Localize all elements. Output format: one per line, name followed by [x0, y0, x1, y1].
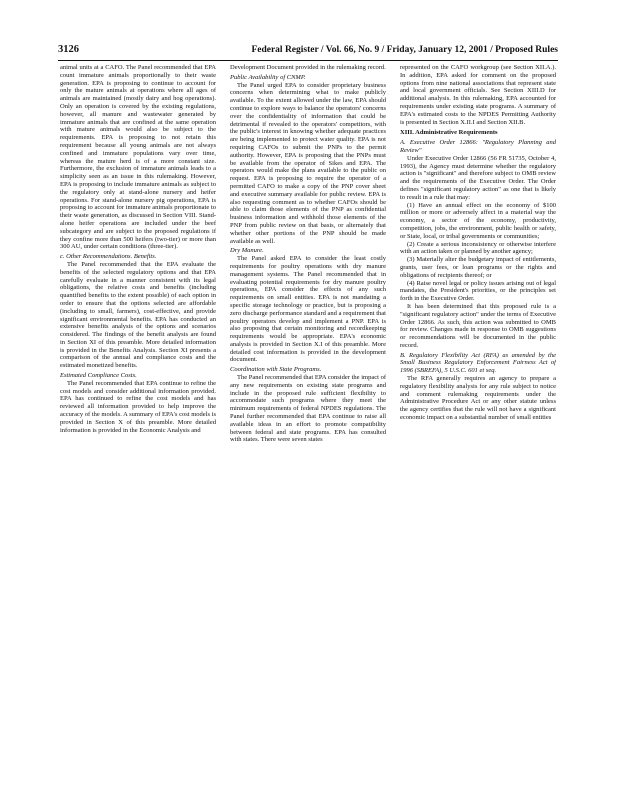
subheading-public-availability: Public Availability of CNMP.: [230, 73, 306, 81]
paragraph: The Panel asked EPA to consider the least costly requirements for poultry operations with dry manure management systems. The Panel recommended that in evaluating potential requirements for dry manure poultry operations, EPA consider the effects of any such requirements on small entities. EPA is not mandating a specific storage technology or practice, but is proposing a zero discharge performance standard and a requirement that poultry operators develop and implement a PNP. EPA is also proposing that certain monitoring and recordkeeping requirements would be appropriate. EPA's economic analysis is provided in Section X.I of this preamble. More detailed cost information is provided in the development document.: [230, 255, 386, 364]
list-item: (4) Raise novel legal or policy issues arising out of legal mandates, the President's priorities, or the principles set forth in the Executive Order.: [400, 279, 556, 303]
paragraph: represented on the CAFO workgroup (see Section XII.A.). In addition, EPA asked for comment on the proposed options from nine national associations that represent state and local government officials. See Section XIII.D for additional analysis. In this rulemaking, EPA accounted for requirements under existing state programs. A summary of EPA's estimated costs to the NPDES Permitting Authority is presented in Section X.II.I and Section XII.B.: [400, 64, 556, 126]
paragraph: animal units at a CAFO. The Panel recommended that EPA count immature animals proportionally to their waste generation. EPA is proposing to continue to account for only the mature animals at operations where all ages of animals are maintained (mostly dairy and hog operations). Only an operation is covered by the existing regulations, however, all manure and wastewater generated by immature animals that are confined at the same operation with mature animals would also be subject to the requirements. EPA is proposing to not retain this requirement because all young animals are not always confined and immature populations vary over time, whereas the mature herd is of a more constant size. Furthermore, the exclusion of immature animals leads to a simplicity seen as an issue in this rulemaking. However, EPA is proposing to include immature animals as subject to the regulatory only at stand-alone nursery and heifer operations. For stand-alone nursery pig operations, EPA is proposing to account for immature animals proportionate to their waste generation, as discussed in Section VIII. Stand-alone heifer operations are included under the beef subcategory and are subject to the proposed regulations if they confine more than 500 heifers (two-tier) or more than 300 AU, under certain conditions (three-tier).: [60, 64, 216, 251]
text-column-2: [230, 64, 386, 784]
page-header: [58, 44, 558, 58]
section-heading: XIII. Administrative Requirements: [400, 129, 498, 137]
header-rule: [58, 60, 558, 61]
text-column-1: [60, 64, 216, 784]
subheading-compliance-costs: Estimated Compliance Costs.: [60, 372, 137, 380]
list-item: (2) Create a serious inconsistency or otherwise interfere with an action taken or planned by another agency;: [400, 240, 556, 256]
subheading-dry-manure: Dry Manure.: [230, 247, 264, 255]
list-item: (1) Have an annual effect on the economy of $100 million or more or adversely affect in a material way the economy, a sector of the economy, productivity, competition, jobs, the environment, public health or safety, or State, local, or tribal governments or communities;: [400, 201, 556, 240]
text-column-3: [400, 64, 556, 784]
subheading-eo-12866: A. Executive Order 12866: "Regulatory Planning and Review": [400, 139, 556, 154]
paragraph: The Panel recommended that EPA consider the impact of any new requirements on existing state programs and include in the proposed rule sufficient flexibility to accommodate such programs where they meet the minimum requirements of federal NPDES regulations. The Panel further recommended that EPA continue to raise all available ideas in an effort to promote compatibility between federal and state programs. EPA has consulted with states. There were seven states: [230, 374, 386, 444]
paragraph: The Panel urged EPA to consider proprietary business concerns when determining what to make publicly available. To the extent allowed under the law, EPA should continue to explore ways to balance the operators' concerns over the confidentiality of information that could be detrimental if revealed to the operators' competitors, with the public's interest in knowing whether adequate practices are being implemented to protect water quality. EPA is not requiring CAFOs to submit the PNPs to the permit authority. However, EPA is proposing that the PNPs must be available from the operator of Sikes and EPA. The operators would make the plans available to the public on request. EPA is proposing to require the operator of a permitted CAFO to make a copy of the PNP cover sheet and executive summary available for public review. EPA is also requesting comment as to whether CAFOs should be able to claim those elements of the PNP as confidential business information and withhold those elements of the PNP from public review on that basis, or alternately that whether other portions of the PNP should be made available as well.: [230, 81, 386, 245]
paragraph: The Panel recommended that the EPA evaluate the benefits of the selected regulatory options and that EPA carefully evaluate in a manner consistent with its legal obligations, the relative costs and benefits (including quantified benefits to the extent possible) of each option in order to ensure that the options selected are affordable (including to small, farmers), cost-effective, and provide significant environmental benefits. EPA has conducted an extensive benefits analysis of the options and scenarios considered. The findings of the benefit analysis are found in Section XI of this preamble. More detailed information is provided in the Benefits Analysis. Section XI presents a comparison of the annual and compliance costs and the estimated monetized benefits.: [60, 260, 216, 370]
subheading-state-programs: Coordination with State Programs.: [230, 366, 322, 374]
subheading-rfa: B. Regulatory Flexibility Act (RFA) as amended by the Small Business Regulatory Enforcement Fairness Act of 1996 (SBREFA), 5 U.S.C. 601 et seq.: [400, 351, 556, 375]
paragraph: The Panel recommended that EPA continue to refine the cost models and consider additional information provided. EPA has continued to refine the cost models and has reviewed all information provided to help improve the accuracy of the models. A summary of EPA's cost models is provided in Section X of this preamble. More detailed information is provided in the Economic Analysis and: [60, 379, 216, 434]
paragraph: Under Executive Order 12866 (56 FR 51735, October 4, 1993), the Agency must determine whether the regulatory action is "significant" and therefore subject to OMB review and the requirements of the Executive Order. The Order defines "significant regulatory action" as one that is likely to result in a rule that may:: [400, 154, 556, 201]
paragraph: The RFA generally requires an agency to prepare a regulatory flexibility analysis for any rule subject to notice and comment rulemaking requirements under the Administrative Procedure Act or any other statute unless the agency certifies that the rule will not have a significant economic impact on a substantial number of small entities: [400, 375, 556, 422]
subheading-benefits: c. Other Recommendations. Benefits.: [60, 253, 157, 261]
running-title: Federal Register / Vol. 66, No. 9 / Friday, January 12, 2001 / Proposed Rules: [251, 45, 558, 55]
paragraph: It has been determined that this proposed rule is a "significant regulatory action" under the terms of Executive Order 12866. As such, this action was submitted to OMB for review. Changes made in response to OMB suggestions or recommendations will be documented in the public record.: [400, 302, 556, 349]
list-item: (3) Materially alter the budgetary impact of entitlements, grants, user fees, or loan programs or the rights and obligations of recipients thereof; or: [400, 256, 556, 279]
page-number: 3126: [58, 44, 79, 55]
paragraph: Development Document provided in the rulemaking record.: [230, 64, 386, 71]
